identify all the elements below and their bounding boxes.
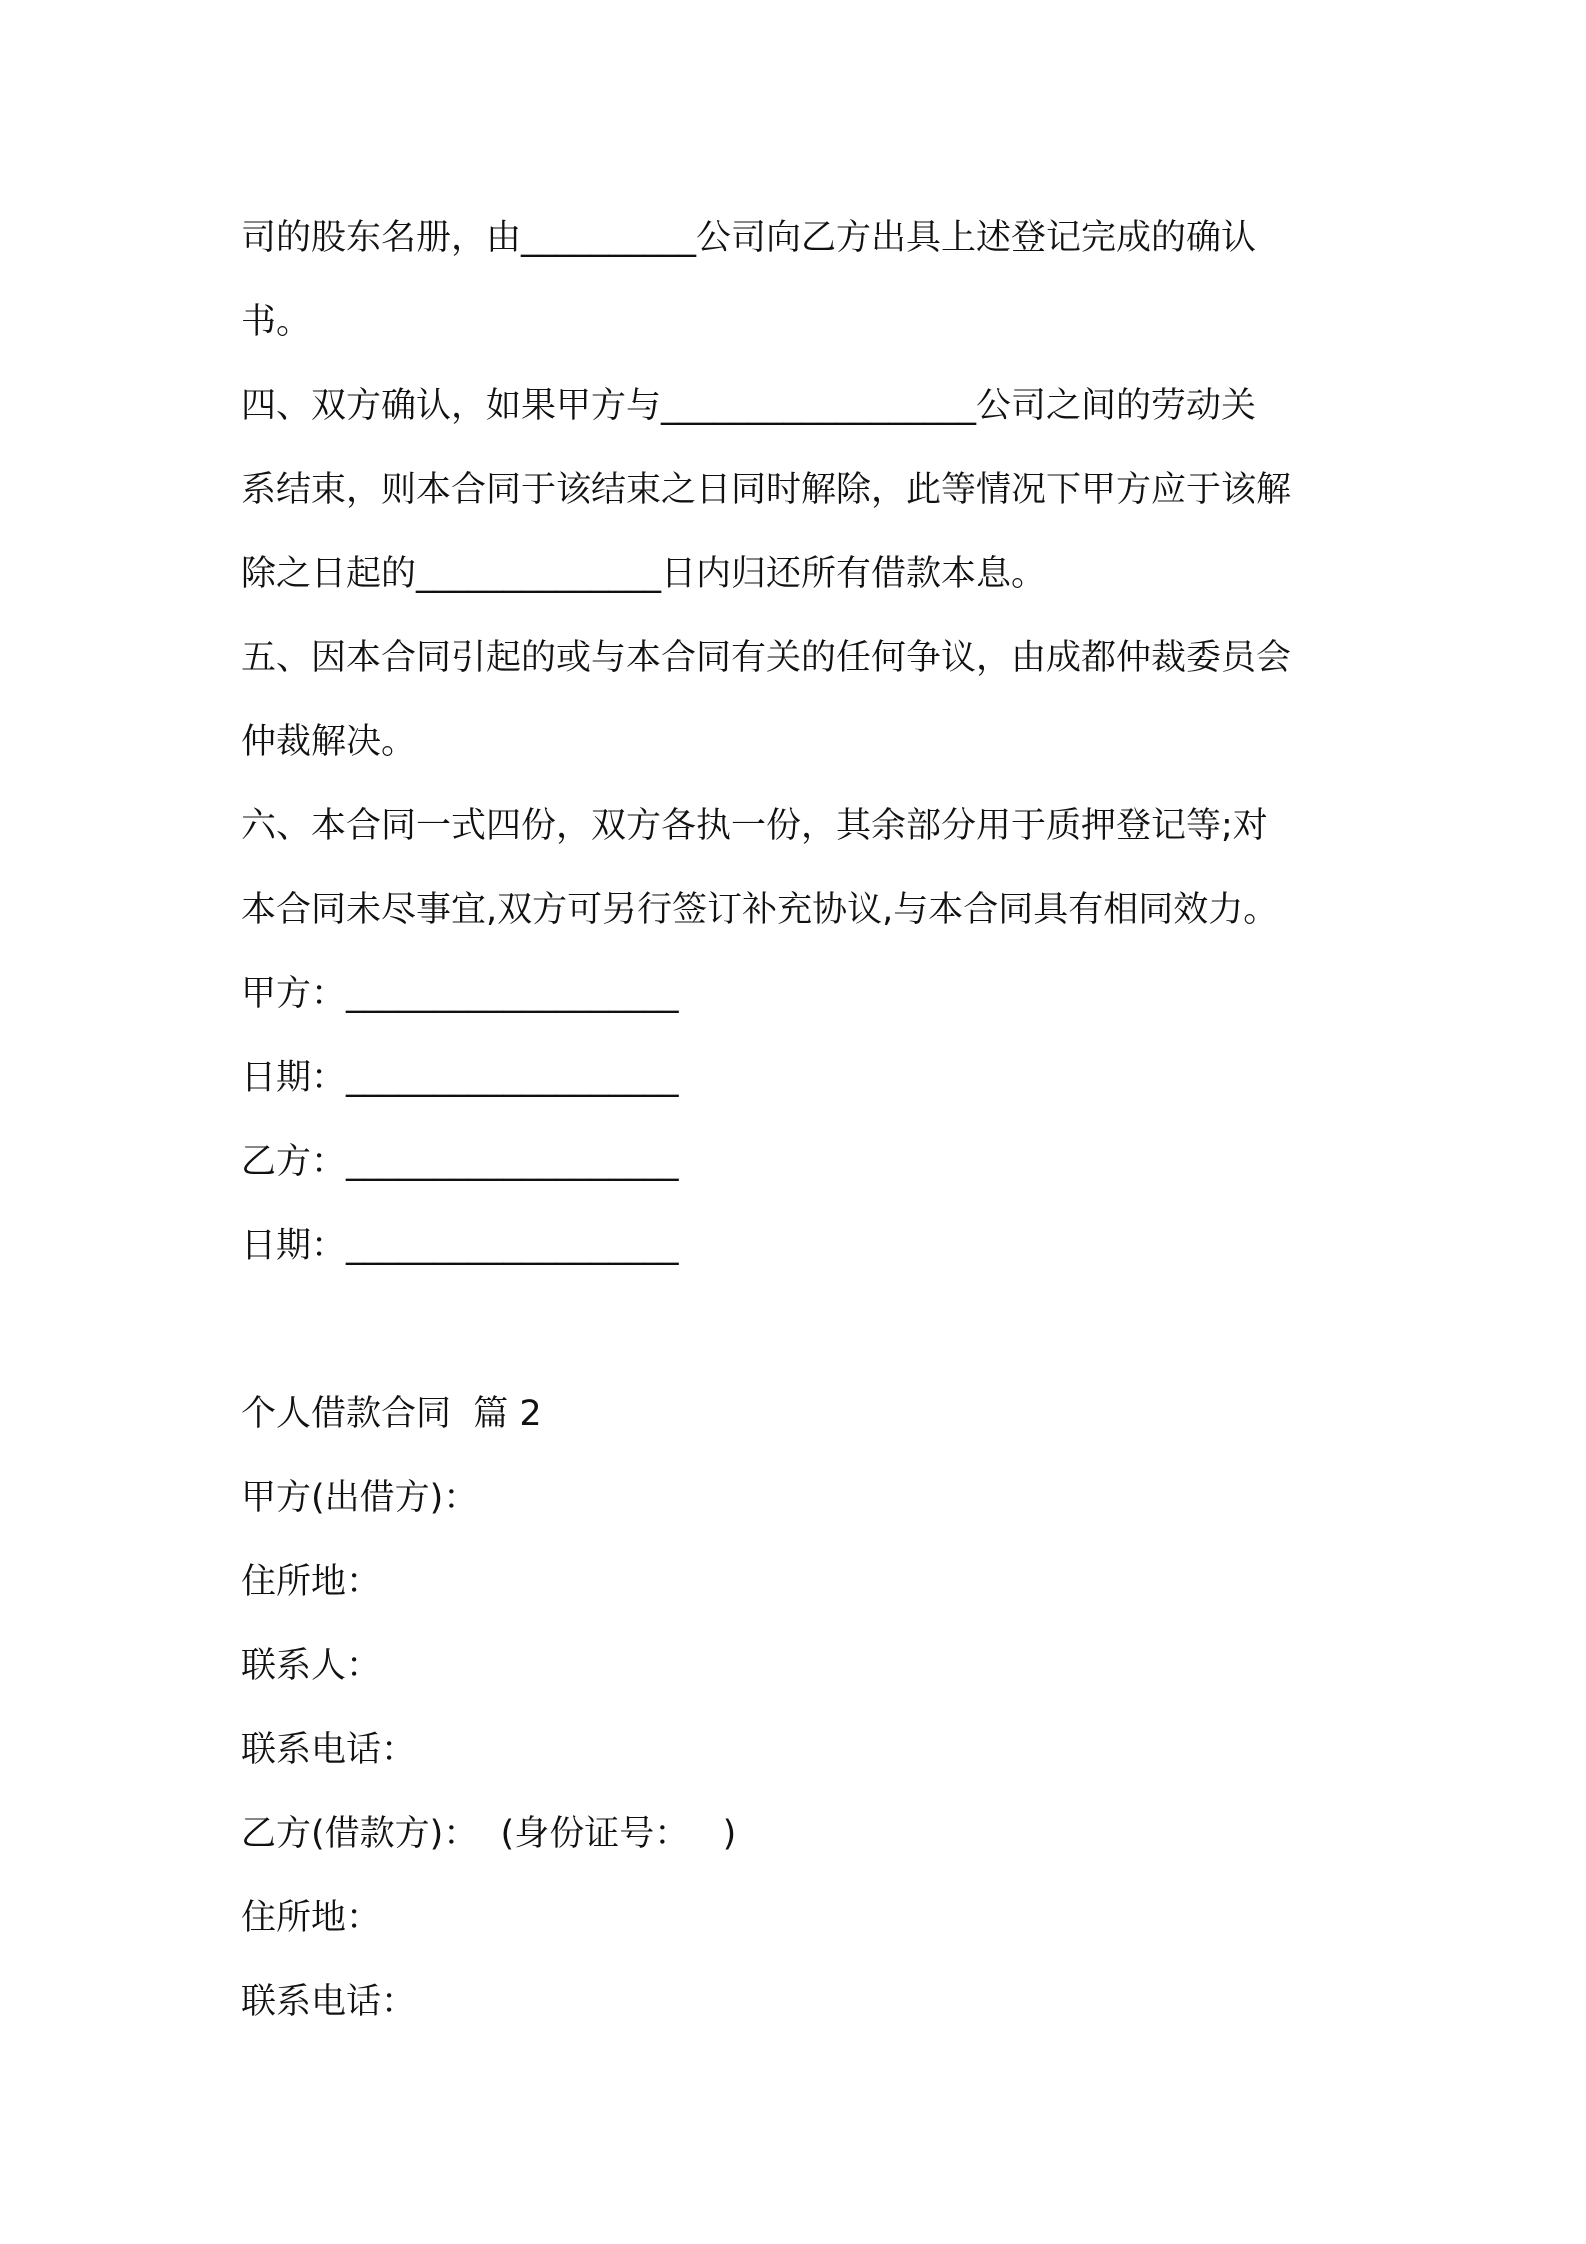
signature-blank: ___________________ (346, 1226, 679, 1266)
signature-date-b (241, 1204, 1361, 1288)
paragraph-line: 除之日起的______________日内归还所有借款本息。 (241, 554, 1047, 594)
paragraph-line: 仲裁解决。 (241, 722, 417, 762)
paragraph-line: 司的股东名册，由__________公司向乙方出具上述登记完成的确认 (241, 218, 1257, 258)
signature-label: 日期： (241, 1226, 347, 1266)
signature-label: 日期： (241, 1058, 347, 1098)
lender-contact-line: 联系人： (241, 1646, 382, 1686)
clause-five: 五、因本合同引起的或与本合同有关的任何争议，由成都仲裁委员会 (241, 638, 1292, 678)
signature-blank: ___________________ (346, 1058, 679, 1098)
clause-six: 六、本合同一式四份，双方各执一份，其余部分用于质押登记等;对 (241, 806, 1268, 846)
borrower-address-line: 住所地： (241, 1898, 382, 1938)
signature-blank: ___________________ (346, 974, 679, 1014)
signature-label: 甲方： (241, 974, 347, 1014)
lender-line: 甲方(出借方)： (241, 1478, 479, 1518)
signature-blank: ___________________ (346, 1142, 679, 1182)
document-body (241, 196, 1361, 2044)
lender-address-line: 住所地： (241, 1562, 382, 1602)
borrower-phone-line: 联系电话： (241, 1982, 417, 2022)
lender-phone-line: 联系电话： (241, 1730, 417, 1770)
paragraph-line: 本合同未尽事宜,双方可另行签订补充协议,与本合同具有相同效力。 (241, 890, 1279, 930)
paragraph-line: 系结束，则本合同于该结束之日同时解除，此等情况下甲方应于该解 (241, 470, 1292, 510)
section-gap (241, 1288, 1361, 1372)
borrower-line: 乙方(借款方)： (身份证号： ) (241, 1814, 737, 1854)
section-title: 个人借款合同 篇 2 (241, 1394, 542, 1434)
signature-date-a (241, 1036, 1361, 1120)
paragraph-line: 书。 (241, 302, 312, 342)
signature-party-a (241, 952, 1361, 1036)
signature-label: 乙方： (241, 1142, 347, 1182)
clause-four: 四、双方确认，如果甲方与__________________公司之间的劳动关 (241, 386, 1257, 426)
signature-party-b (241, 1120, 1361, 1204)
